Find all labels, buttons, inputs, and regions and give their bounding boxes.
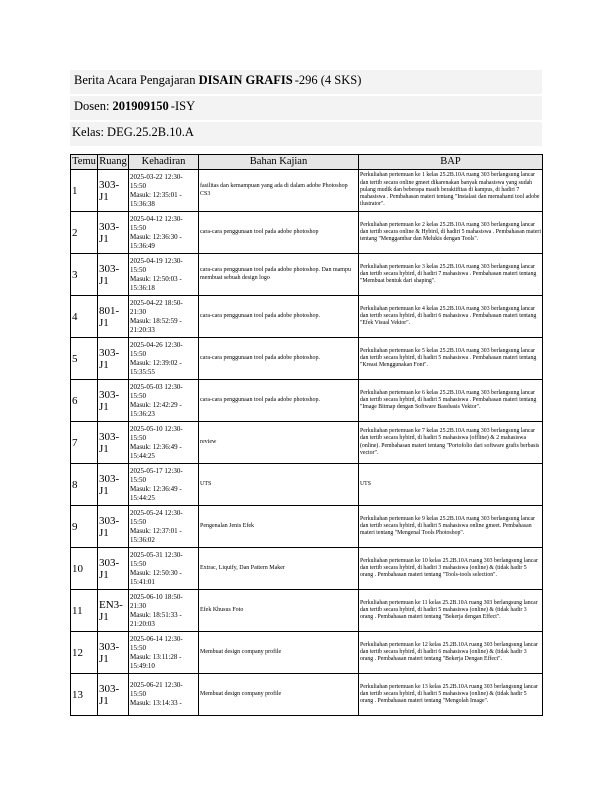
- cell-bahan-kajian: cara-cara penggunaan tool pada adobe photoshop: [199, 212, 359, 254]
- cell-ruang: 303-J1: [98, 422, 129, 464]
- table-row: [71, 590, 543, 632]
- cell-bahan-kajian: Pengenalan Jenis Efek: [199, 506, 359, 548]
- table-row: [71, 506, 543, 548]
- course-name: DISAIN GRAFIS: [198, 73, 293, 87]
- jadwal-text: 2025-03-22 12:30-15:50: [130, 172, 183, 190]
- cell-ruang: 303-J1: [98, 674, 129, 716]
- jadwal-text: 2025-04-26 12:30-15:50: [130, 340, 183, 358]
- cell-kehadiran: [129, 254, 199, 296]
- cell-ruang: 303-J1: [98, 632, 129, 674]
- cell-bahan-kajian: Efek Khusus Foto: [199, 590, 359, 632]
- cell-temu: 2: [71, 212, 98, 254]
- cell-ruang: 303-J1: [98, 464, 129, 506]
- cell-kehadiran: [129, 548, 199, 590]
- cell-kehadiran: [129, 422, 199, 464]
- cell-temu: 1: [71, 170, 98, 212]
- dosen-suffix: -ISY: [170, 99, 196, 113]
- table-row: [71, 548, 543, 590]
- masuk-text: Masuk: 13:11:28 - 15:49:10: [130, 652, 182, 670]
- cell-bap: Perkuliahan pertemuan ke 11 kelas 25.2B.10A ruang 303 berlangsung lancar dan tertib secara hybird, di hadiri 5 mahasiswa (online) & (tidak hadir 3 orang . Pembahasan materi tentang "Bekerja dengan Effect".: [359, 590, 543, 632]
- jadwal-text: 2025-05-31 12:30-15:50: [130, 550, 183, 568]
- table-row: [71, 170, 543, 212]
- jadwal-text: 2025-04-19 12:30-15:50: [130, 256, 183, 274]
- cell-temu: 11: [71, 590, 98, 632]
- cell-ruang: 303-J1: [98, 254, 129, 296]
- title-prefix: Berita Acara Pengajaran: [74, 73, 199, 87]
- cell-kehadiran: [129, 170, 199, 212]
- cell-bap: Perkuliahan pertemuan ke 5 kelas 25.2B.10A ruang 303 berlangsung lancar dan tertib secara hybird, di hadiri 5 mahasiswa . Pembahasan materi tentang "Kreasi Menggunakan Font".: [359, 338, 543, 380]
- col-header-bap: BAP: [359, 155, 543, 170]
- masuk-text: Masuk: 12:50:03 - 15:36:18: [130, 274, 182, 292]
- jadwal-text: 2025-06-21 12:30-15:50: [130, 681, 183, 698]
- masuk-text: Masuk: 12:36:49 - 15:44:25: [130, 484, 182, 502]
- cell-bap: Perkuliahan pertemuan ke 3 kelas 25.2B.10A ruang 303 berlangsung lancar dan tertib secara hybird, di hadiri 7 mahasiswa . Pembahasan materi tentang "Membuat bentuk dari shaping".: [359, 254, 543, 296]
- cell-bahan-kajian: Membuat design company profile: [199, 632, 359, 674]
- cell-kehadiran: [129, 632, 199, 674]
- table-row: [71, 212, 543, 254]
- cell-ruang: 801-J1: [98, 296, 129, 338]
- cell-temu: 9: [71, 506, 98, 548]
- cell-ruang: 303-J1: [98, 338, 129, 380]
- table-row: [71, 422, 543, 464]
- table-row: [71, 674, 543, 716]
- cell-bahan-kajian: UTS: [199, 464, 359, 506]
- cell-bap: Perkuliahan pertemuan ke 1 kelas 25.2B.10A ruang 303 berlangsung lancar dan tertib secara online gmeet dikarenakan banyak mahasiswa yang sudah pulang mudik dan beberapa masih beraktifitas di kampus, di hadiri 7 mahasiswa . Pembahasan materi tentang "Instalasi dan memahami tool adobe ilustrator".: [359, 170, 543, 212]
- masuk-text: Masuk: 12:42:29 - 15:36:23: [130, 400, 182, 418]
- cell-bahan-kajian: cara-cara penggunaan tool pada adobe photoshop.: [199, 380, 359, 422]
- cell-bahan-kajian: fasilitas dan kemampuan yang ada di dalam adobe Photoshop CS3: [199, 170, 359, 212]
- col-header-ruang: Ruang: [98, 155, 129, 170]
- dosen-line: [70, 96, 542, 120]
- cell-ruang: 303-J1: [98, 170, 129, 212]
- masuk-text: Masuk: 12:39:02 - 15:35:55: [130, 358, 182, 376]
- cell-bahan-kajian: review: [199, 422, 359, 464]
- cell-bap: Perkuliahan pertemuan ke 9 kelas 25.2B.10A ruang 303 berlangsung lancar dan tertib secara hybird, di hadiri 5 mahasiswa online gmeet. Pembahasan materi tentang "Mengenal Tools Photoshop".: [359, 506, 543, 548]
- masuk-text: Masuk: 18:52:59 - 21:20:33: [130, 316, 182, 334]
- cell-temu: 13: [71, 674, 98, 716]
- masuk-text: Masuk: 12:36:30 - 15:36:49: [130, 232, 182, 250]
- cell-bap: UTS: [359, 464, 543, 506]
- jadwal-text: 2025-05-10 12:30-15:50: [130, 424, 183, 442]
- cell-temu: 3: [71, 254, 98, 296]
- cell-bap: Perkuliahan pertemuan ke 13 kelas 25.2B.10A ruang 303 berlangsung lancar dan tertib secara hybird, di hadiri 5 mahasiswa (online) & (tidak hadir 5 orang . Pembahasan materi tentang "Mengolah Image".: [359, 674, 543, 716]
- cell-bap: Perkuliahan pertemuan ke 6 kelas 25.2B.10A ruang 303 berlangsung lancar dan tertib secara hybird, di hadiri 5 mahasiswa . Pembahasan materi tentang "Image Bitmap dengan Software Bassbasis Vektor".: [359, 380, 543, 422]
- cell-bahan-kajian: cara-cara penggunaan tool pada adobe photoshop.: [199, 296, 359, 338]
- masuk-text: Masuk: 12:35:01 - 15:36:38: [130, 190, 182, 208]
- col-header-bahan-kajian: Bahan Kajian: [199, 155, 359, 170]
- cell-kehadiran: [129, 296, 199, 338]
- table-row: [71, 464, 543, 506]
- cell-bap: Perkuliahan pertemuan ke 12 kelas 25.2B.10A ruang 303 berlangsung lancar dan tertib secara hybird, di hadiri 6 mahasiswa (online) & (tidak hadir 3 orang . Pembahasan materi tentang "Bekerja Dengan Effect".: [359, 632, 543, 674]
- cell-kehadiran: [129, 464, 199, 506]
- cell-bahan-kajian: cara-cara penggunaan tool pada adobe photoshop.: [199, 338, 359, 380]
- cell-temu: 10: [71, 548, 98, 590]
- cell-bap: Perkuliahan pertemuan ke 4 kelas 25.2B.10A ruang 303 berlangsung lancar dan tertib secara hybird, di hadiri 6 mahasiswa . Pembahasan materi tentang "Efek Visual Vektor".: [359, 296, 543, 338]
- cell-bap: Perkuliahan pertemuan ke 7 kelas 25.2B.10A ruang 303 berlangsung lancar dan tertib secara hybird, di hadiri 5 mahasiswa (offline) & 2 mahasiswa (online). Pembahasan materi tentang "Portofolio dari software grafis berbasis vector".: [359, 422, 543, 464]
- table-header-row: [71, 155, 543, 170]
- jadwal-text: 2025-05-17 12:30-15:50: [130, 466, 183, 484]
- attendance-table: [70, 154, 543, 716]
- cell-ruang: 303-J1: [98, 212, 129, 254]
- masuk-text: Masuk: 18:51:33 - 21:20:03: [130, 610, 182, 628]
- cell-bahan-kajian: Extrac, Liquify, Dan Pattern Maker: [199, 548, 359, 590]
- cell-ruang: 303-J1: [98, 506, 129, 548]
- masuk-text: Masuk: 12:37:01 - 15:36:02: [130, 526, 182, 544]
- document-title: [70, 70, 542, 94]
- cell-kehadiran: [129, 338, 199, 380]
- jadwal-text: 2025-06-14 12:30-15:50: [130, 634, 183, 652]
- cell-kehadiran: [129, 212, 199, 254]
- kelas-line: Kelas: DEG.25.2B.10.A: [70, 122, 542, 146]
- col-header-temu: Temu: [71, 155, 98, 170]
- cell-temu: 8: [71, 464, 98, 506]
- col-header-kehadiran: Kehadiran: [129, 155, 199, 170]
- cell-temu: 12: [71, 632, 98, 674]
- jadwal-text: 2025-05-03 12:30-15:50: [130, 382, 183, 400]
- table-row: [71, 296, 543, 338]
- table-row: [71, 254, 543, 296]
- jadwal-text: 2025-05-24 12:30-15:50: [130, 508, 183, 526]
- table-row: [71, 338, 543, 380]
- title-suffix: -296 (4 SKS): [294, 73, 362, 87]
- table-row: [71, 632, 543, 674]
- masuk-text: Masuk: 12:50:30 - 15:41:01: [130, 568, 182, 586]
- cell-temu: 6: [71, 380, 98, 422]
- table-row: [71, 380, 543, 422]
- masuk-text: Masuk: 12:36:49 - 15:44:25: [130, 442, 182, 460]
- cell-kehadiran: [129, 674, 199, 716]
- cell-ruang: EN3-J1: [98, 590, 129, 632]
- cell-kehadiran: [129, 590, 199, 632]
- dosen-label: Dosen:: [74, 99, 113, 113]
- cell-bap: Perkuliahan pertemuan ke 10 kelas 25.2B.10A ruang 303 berlangsung lancar dan tertib secara hybird, di hadiri 3 mahasiswa (online) & (tidak hadir 5 orang . Pembahasan materi tentang "Tools-tools selection".: [359, 548, 543, 590]
- cell-bap: Perkuliahan pertemuan ke 2 kelas 25.2B.10A ruang 303 berlangsung lancar dan tertib secara online & Hybird, di hadiri 5 mahasiswa . Pembahasan materi tentang "Menggambar dan Melukis dengan Tools".: [359, 212, 543, 254]
- dosen-id: 201909150: [112, 99, 169, 113]
- cell-kehadiran: [129, 380, 199, 422]
- cell-temu: 4: [71, 296, 98, 338]
- cell-ruang: 303-J1: [98, 548, 129, 590]
- cell-temu: 5: [71, 338, 98, 380]
- cell-temu: 7: [71, 422, 98, 464]
- jadwal-text: 2025-04-22 18:50-21:30: [130, 298, 183, 316]
- cell-kehadiran: [129, 506, 199, 548]
- cell-bahan-kajian: cara-cara penggunaan tool pada adobe photoshop. Dan mampu membuat sebuah design logo: [199, 254, 359, 296]
- masuk-text: Masuk: 13:14:33 -: [130, 699, 182, 707]
- jadwal-text: 2025-04-12 12:30-15:50: [130, 214, 183, 232]
- cell-bahan-kajian: Membuat design company profile: [199, 674, 359, 716]
- jadwal-text: 2025-06-10 18:50-21:30: [130, 592, 183, 610]
- cell-ruang: 303-J1: [98, 380, 129, 422]
